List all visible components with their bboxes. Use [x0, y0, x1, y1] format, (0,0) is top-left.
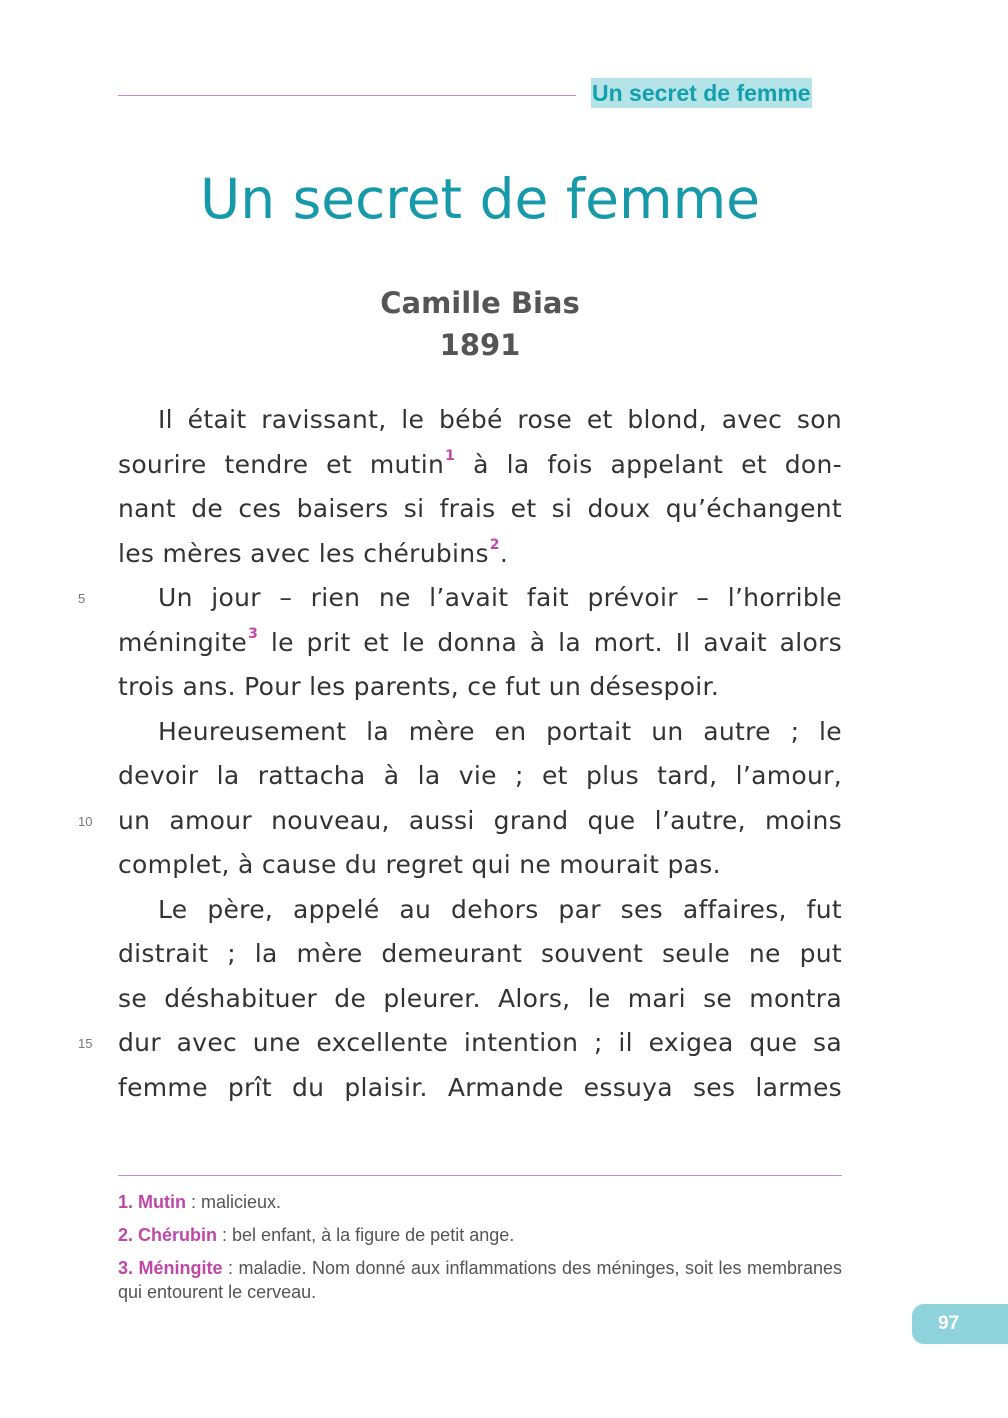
footnote-1 — [118, 1190, 842, 1214]
body-line — [118, 754, 842, 798]
footnote-rule — [118, 1175, 842, 1176]
body-line — [118, 398, 842, 442]
body-line — [118, 977, 842, 1021]
margin-line-number: 15 — [78, 1036, 93, 1051]
body-line — [118, 443, 842, 487]
author-name: Camille Bias — [380, 286, 580, 320]
body-line — [118, 888, 842, 932]
body-line — [118, 710, 842, 754]
body-line — [118, 621, 842, 665]
publication-year: 1891 — [439, 328, 521, 362]
body-text-segment: nant de ces baisers si frais et si doux qu’échangent — [118, 494, 842, 523]
body-line — [118, 932, 842, 976]
body-text-segment: à la fois appelant et don- — [455, 450, 842, 479]
body-line — [118, 532, 842, 576]
page-number: 97 — [912, 1304, 1008, 1344]
footnote-term: Chérubin — [138, 1225, 218, 1245]
body-line — [118, 1066, 842, 1110]
footnote-number: 3. — [118, 1258, 134, 1278]
margin-line-number: 10 — [78, 814, 93, 829]
body-line — [118, 665, 842, 709]
footnote-reference[interactable]: 3 — [248, 626, 259, 642]
body-line — [118, 487, 842, 531]
body-text-segment: femme prît du plaisir. Armande essuya ses larmes — [118, 1073, 842, 1102]
body-text-segment: Heureusement la mère en portait un autre ; le — [158, 717, 842, 746]
running-header-title: Un secret de femme — [592, 80, 811, 106]
footnote-number: 2. — [118, 1225, 134, 1245]
margin-line-number: 5 — [78, 591, 86, 606]
body-text-segment: Le père, appelé au dehors par ses affaires, fut — [158, 895, 842, 924]
footnote-definition: : maladie. Nom donné aux inflammations des méninges, soit les membranes qui entourent le cerveau. — [118, 1258, 842, 1302]
footnote-reference[interactable]: 1 — [445, 448, 456, 464]
body-text-segment: dur avec une excellente intention ; il exigea que sa — [118, 1028, 842, 1057]
body-text-segment: distrait ; la mère demeurant souvent seule ne put — [118, 939, 842, 968]
body-text-segment: un amour nouveau, aussi grand que l’autre, moins — [118, 806, 842, 835]
story-title: Un secret de femme — [199, 167, 761, 231]
body-text-segment: Un jour – rien ne l’avait fait prévoir – l’horrible — [158, 583, 842, 612]
body-text-segment: se déshabituer de pleurer. Alors, le mari se montra — [118, 984, 842, 1013]
body-text-segment: . — [499, 539, 509, 568]
body-line — [118, 843, 842, 887]
body-text-segment: méningite — [118, 628, 248, 657]
footnote-reference[interactable]: 2 — [489, 537, 500, 553]
footnote-definition: : malicieux. — [186, 1192, 282, 1212]
body-text-segment: les mères avec les chérubins — [118, 539, 489, 568]
body-text-segment: le prit et le donna à la mort. Il avait alors — [258, 628, 842, 657]
footnote-term: Mutin — [138, 1192, 187, 1212]
footnote-term: Méningite — [138, 1258, 223, 1278]
body-text-segment: sourire tendre et mutin — [118, 450, 445, 479]
body-line — [118, 799, 842, 843]
footnote-definition: : bel enfant, à la figure de petit ange. — [217, 1225, 515, 1245]
body-line — [118, 576, 842, 620]
body-text-segment: complet, à cause du regret qui ne mourait pas. — [118, 850, 721, 879]
body-text-segment: Il était ravissant, le bébé rose et blond, avec son — [158, 405, 842, 434]
body-line — [118, 1021, 842, 1065]
body-text-segment: devoir la rattacha à la vie ; et plus tard, l’amour, — [118, 761, 842, 790]
body-text-segment: trois ans. Pour les parents, ce fut un désespoir. — [118, 672, 720, 701]
header-rule — [118, 95, 576, 96]
footnote-2 — [118, 1223, 842, 1247]
footnote-number: 1. — [118, 1192, 134, 1212]
footnote-3 — [118, 1256, 842, 1304]
